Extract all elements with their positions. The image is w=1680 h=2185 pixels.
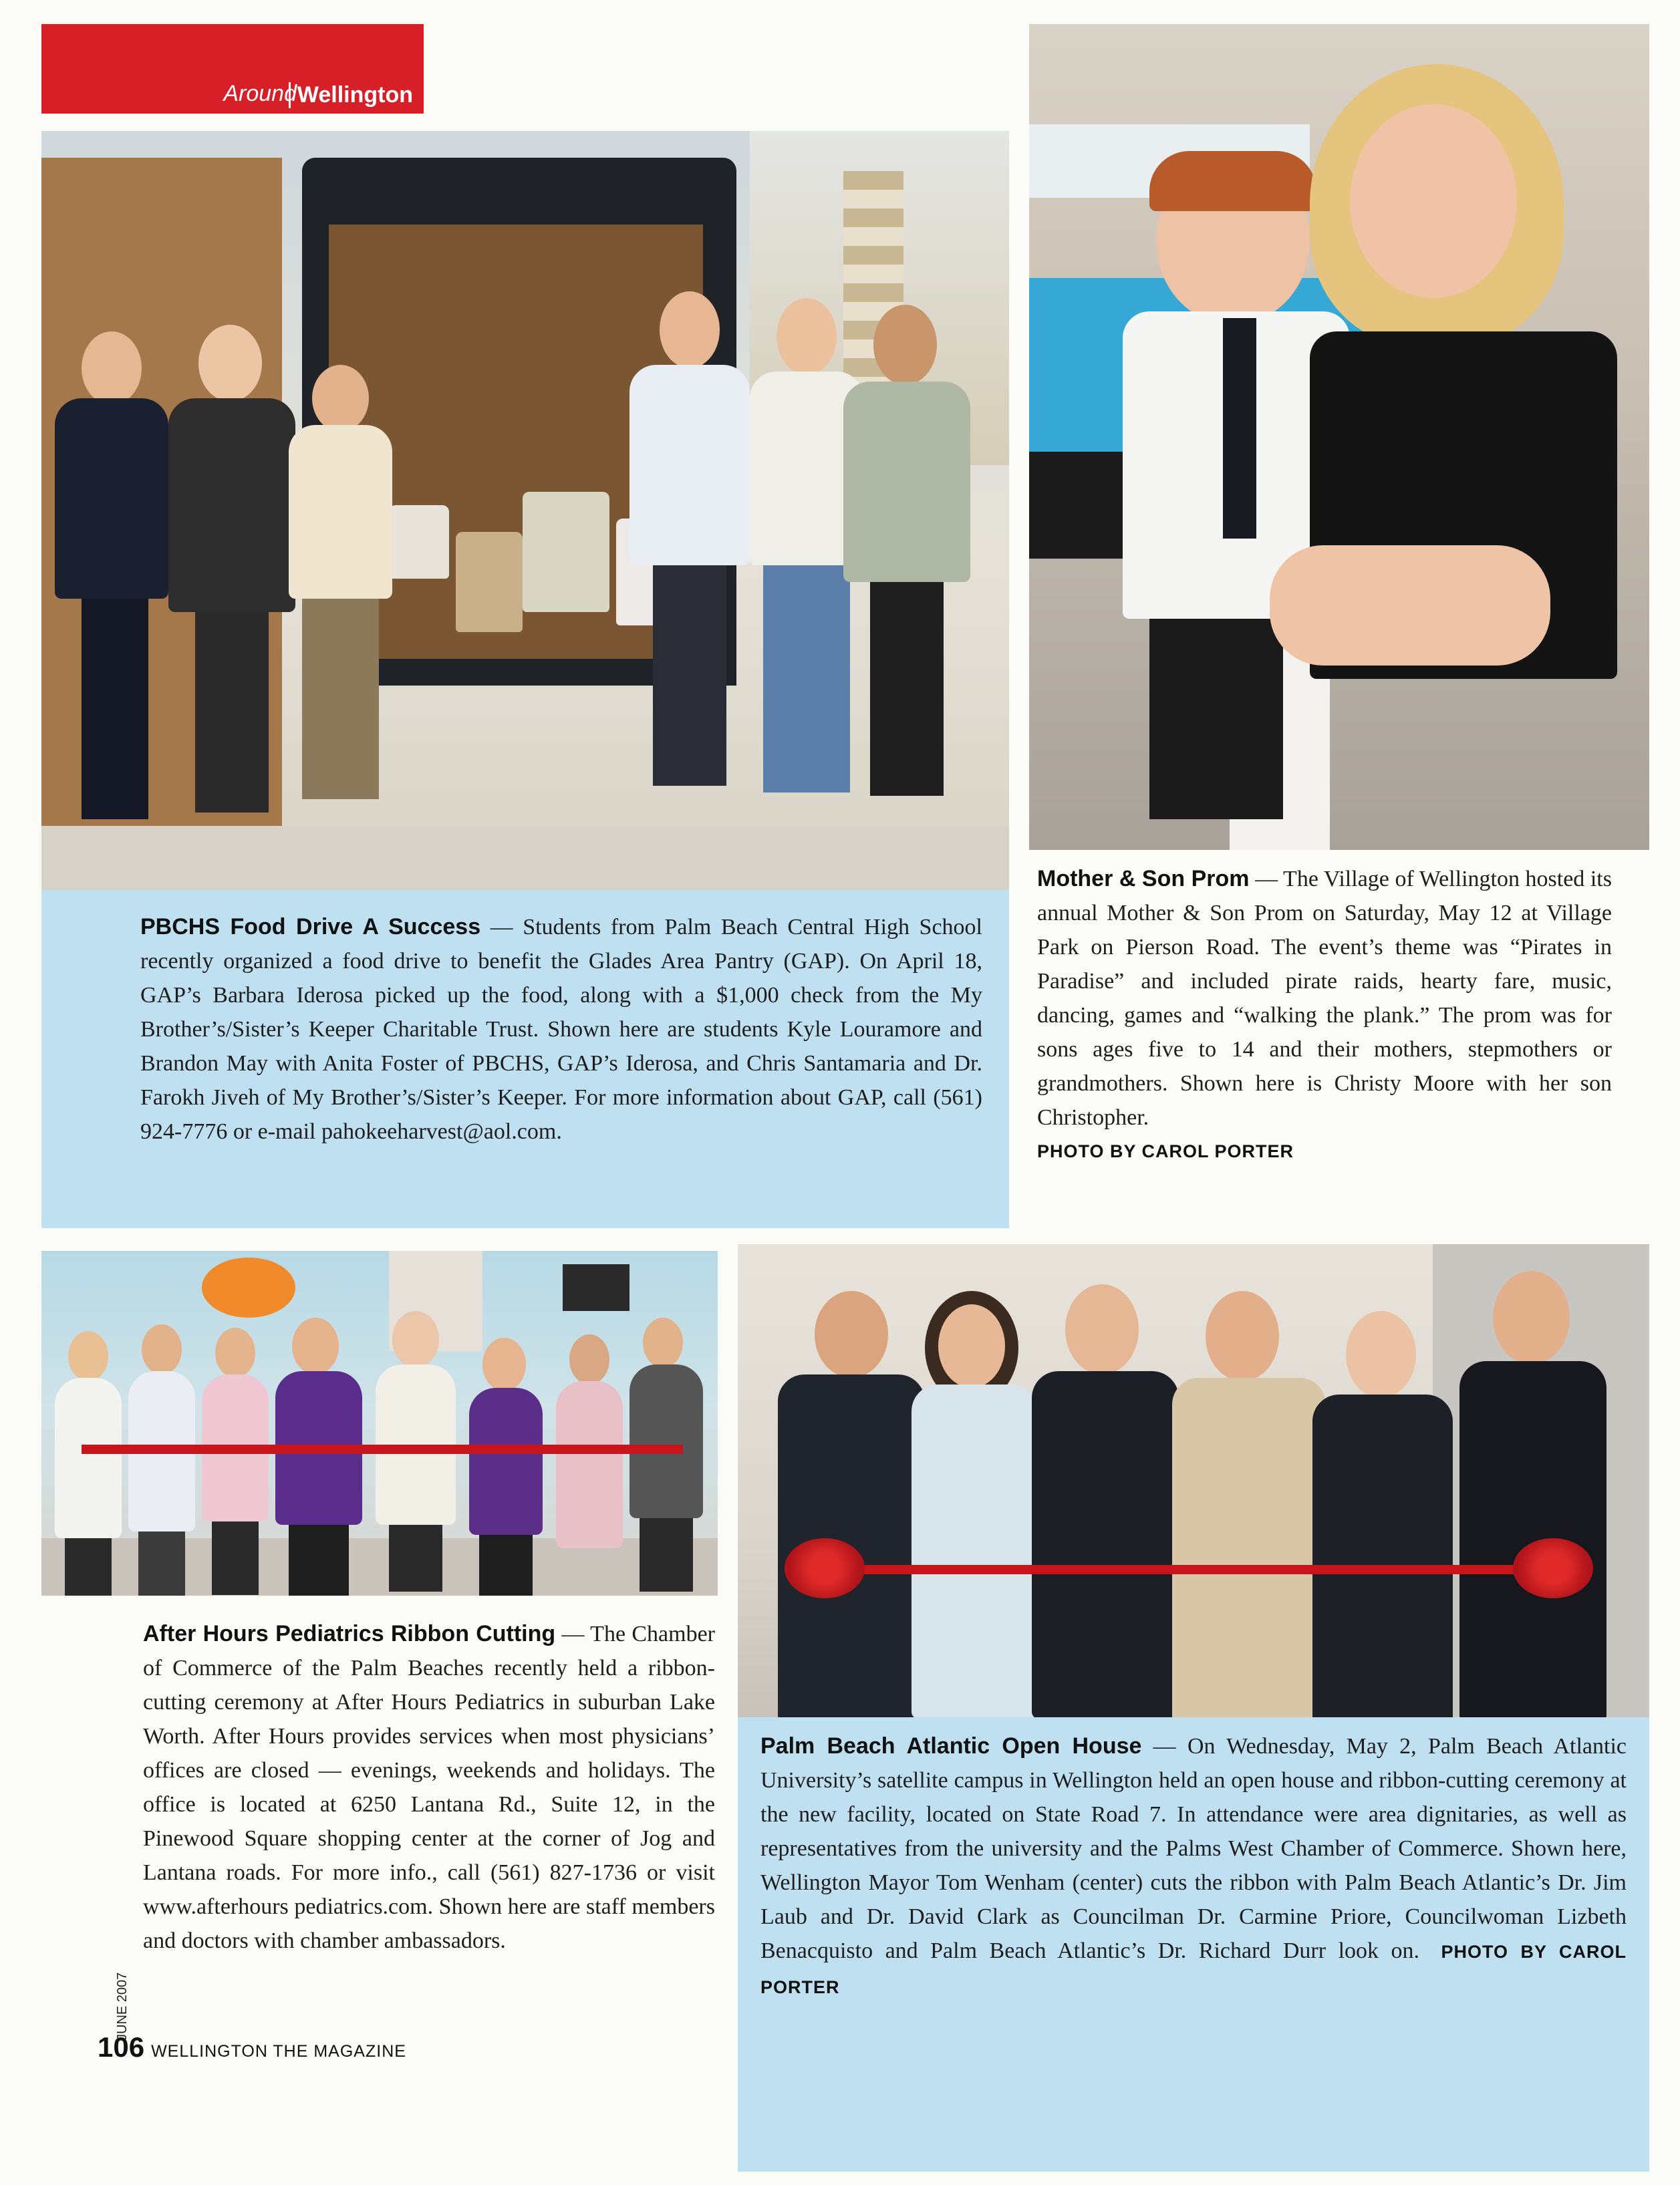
magazine-name: WELLINGTON THE MAGAZINE xyxy=(151,2042,406,2061)
food-drive-photo xyxy=(41,131,1009,890)
pediatrics-body: — The Chamber of Commerce of the Palm Beaches recently held a ribbon-cutting ceremony at After Hours Pediatrics in suburban Lake Worth. After Hours provides services when most physicians’ offices are closed — evenings, weekends and holidays. The office is located at 6250 Lantana Rd., Suite 12, in the Pinewood Square shopping center at the corner of Jog and Lantana roads. For more info., call (561) 827-1736 or visit www.afterhours pediatrics.com. Shown here are staff members and doctors with chamber ambassadors. xyxy=(143,1622,715,1953)
section-name: Wellington xyxy=(289,82,413,108)
page-footer xyxy=(98,2031,406,2063)
prom-photo xyxy=(1029,24,1649,850)
pba-photo xyxy=(738,1244,1649,1717)
pediatrics-photo xyxy=(41,1251,718,1596)
pba-photo-credit: PHOTO BY CAROL PORTER xyxy=(760,1942,1627,1997)
food-drive-caption-box xyxy=(41,890,1009,1228)
prom-body: — The Village of Wellington hosted its annual Mother & Son Prom on Saturday, May 12 at Village Park on Pierson Road. The event’s theme was “Pirates in Paradise” and included pirate raids, hearty fare, music, dancing, games and “walking the plank.” The prom was for sons ages five to 14 and their mothers, stepmothers or grandmothers. Shown here is Christy Moore with her son Christopher. xyxy=(1037,867,1612,1130)
prom-photo-credit: PHOTO BY CAROL PORTER xyxy=(1037,1141,1294,1161)
section-prefix: Around xyxy=(223,81,297,106)
food-drive-title: PBCHS Food Drive A Success xyxy=(140,914,481,939)
prom-caption xyxy=(1037,862,1612,1162)
pediatrics-caption xyxy=(143,1617,715,1958)
food-drive-body: — Students from Palm Beach Central High School recently organized a food drive to benefit the Glades Area Pantry (GAP). On April 18, GAP’s Barbara Iderosa picked up the food, along with a $1,000 check from the My Brother’s/Sister’s Keeper Charitable Trust. Shown here are students Kyle Louramore and Brandon May with Anita Foster of PBCHS, GAP’s Iderosa, and Chris Santamaria and Dr. Farokh Jiveh of My Brother’s/Sister’s Keeper. For more information about GAP, call (561) 924-7776 or e-mail pahokeeharvest@aol.com. xyxy=(140,915,982,1144)
page-number: 106 xyxy=(98,2031,145,2063)
issue-date: JUNE 2007 xyxy=(115,1972,130,2041)
pba-title: Palm Beach Atlantic Open House xyxy=(760,1733,1142,1759)
pba-body: — On Wednesday, May 2, Palm Beach Atlantic University’s satellite campus in Wellington held an open house and ribbon-cutting ceremony at the new facility, located on State Road 7. In attendance were area dignitaries, as well as representatives from the university and the Palms West Chamber of Commerce. Shown here, Wellington Mayor Tom Wenham (center) cuts the ribbon with Palm Beach Atlantic’s Dr. Jim Laub and Dr. David Clark as Councilman Dr. Carmine Priore, Councilwoman Lizbeth Benacquisto and Palm Beach Atlantic’s Dr. Richard Durr look on. xyxy=(760,1734,1627,1963)
pediatrics-title: After Hours Pediatrics Ribbon Cutting xyxy=(143,1621,556,1646)
prom-title: Mother & Son Prom xyxy=(1037,866,1250,891)
section-header-tab xyxy=(41,24,424,114)
pba-caption-box xyxy=(738,1717,1649,2172)
